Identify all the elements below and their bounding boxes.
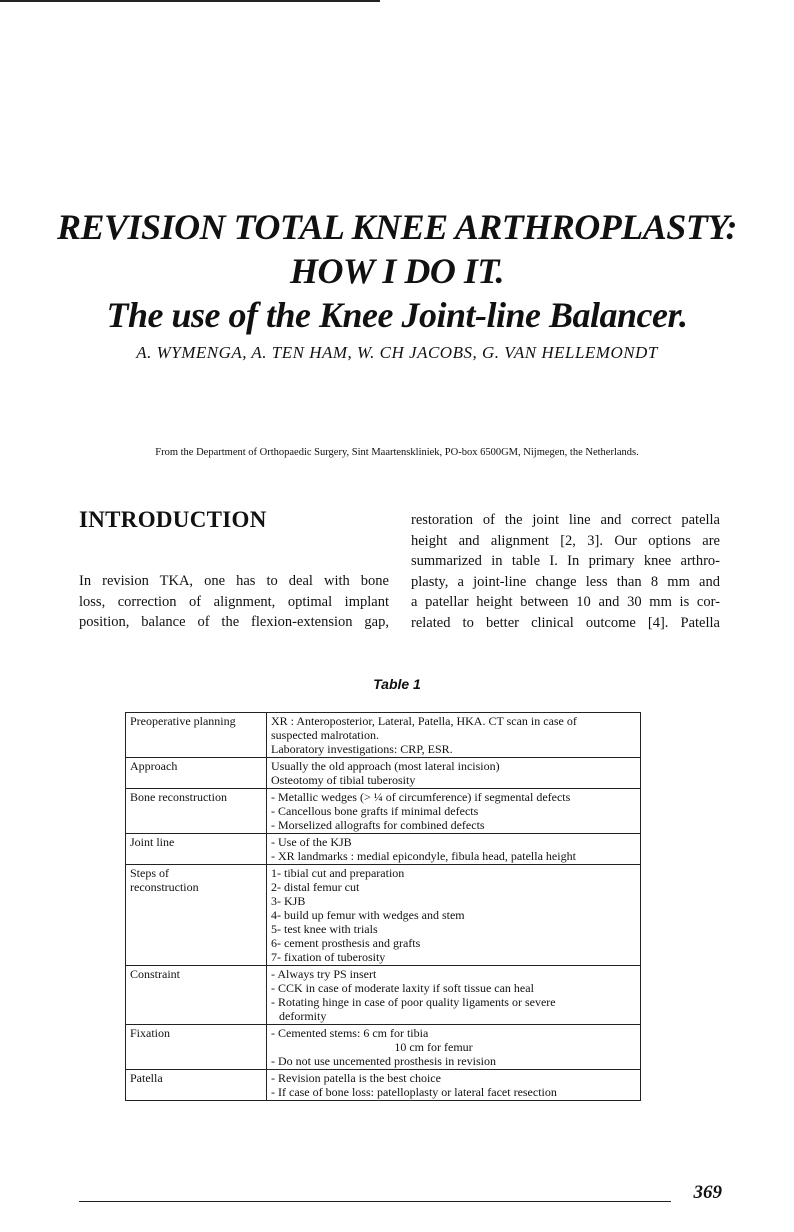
row-label-cell — [126, 758, 267, 789]
row-label-cell — [126, 865, 267, 966]
right-column-text — [411, 510, 720, 633]
row-content-cell — [267, 1025, 641, 1070]
left-column-text — [79, 571, 389, 633]
row-label-cell — [126, 713, 267, 758]
cell-text-line: 2- distal femur cut — [271, 880, 360, 894]
paper-title-line-1: REVISION TOTAL KNEE ARTHROPLASTY: — [57, 207, 737, 247]
cell-text-line: - Use of the KJB — [271, 835, 352, 849]
table-row — [126, 789, 641, 834]
table-row — [126, 713, 641, 758]
page-number: 369 — [693, 1182, 722, 1203]
text-line: height and alignment [2, 3]. Our options are — [411, 532, 720, 549]
row-content-cell — [267, 865, 641, 966]
row-content-cell — [267, 966, 641, 1025]
cell-text-line: 7- fixation of tuberosity — [271, 950, 386, 964]
cell-text-line: - Metallic wedges (> ¼ of circumference) if segmental defects — [271, 790, 571, 804]
title-block — [40, 205, 754, 363]
row-label-cell — [126, 966, 267, 1025]
paper-title-line-2: HOW I DO IT. — [289, 251, 505, 291]
cell-text-line: XR : Anteroposterior, Lateral, Patella, HKA. CT scan in case of — [271, 714, 577, 728]
text-line: related to better clinical outcome [4]. Patella — [411, 614, 720, 631]
table-row — [126, 1070, 641, 1101]
text-line: In revision TKA, one has to deal with bone — [79, 573, 389, 589]
cell-text-line: - Cancellous bone grafts if minimal defects — [271, 804, 479, 818]
cell-text-line: Osteotomy of tibial tuberosity — [271, 773, 416, 787]
row-label-cell — [126, 789, 267, 834]
row-label: Patella — [130, 1071, 163, 1085]
table-row — [126, 834, 641, 865]
row-label-cell — [126, 834, 267, 865]
cell-text-line: - Morselized allografts for combined defects — [271, 818, 485, 832]
cell-text-line: - Do not use uncemented prosthesis in revision — [271, 1054, 496, 1068]
row-content-cell — [267, 834, 641, 865]
row-label: Approach — [130, 759, 178, 773]
table-row — [126, 758, 641, 789]
text-line: restoration of the joint line and correct patella — [411, 512, 720, 528]
top-rule — [0, 0, 380, 2]
row-label: Bone reconstruction — [130, 790, 227, 804]
cell-text-line: 1- tibial cut and preparation — [271, 866, 405, 880]
affiliation: From the Department of Orthopaedic Surgery, Sint Maartenskliniek, PO-box 6500GM, Nijmegen, the Netherlands. — [155, 447, 639, 458]
cell-text-line: - Always try PS insert — [271, 967, 377, 981]
cell-text-line: deformity — [279, 1009, 327, 1023]
row-content-cell — [267, 789, 641, 834]
cell-text-line: suspected malrotation. — [271, 728, 379, 742]
cell-text-line: 5- test knee with trials — [271, 922, 378, 936]
cell-text-line: - Rotating hinge in case of poor quality ligaments or severe — [271, 995, 556, 1009]
text-line: loss, correction of alignment, optimal implant — [79, 593, 389, 610]
table-1 — [125, 712, 641, 1101]
cell-text-line: - Cemented stems: 6 cm for tibia — [271, 1026, 429, 1040]
row-label: Joint line — [130, 835, 175, 849]
cell-text-line: 3- KJB — [271, 894, 306, 908]
cell-text-line: - Revision patella is the best choice — [271, 1071, 441, 1085]
cell-text-line: 4- build up femur with wedges and stem — [271, 908, 465, 922]
row-label: Constraint — [130, 967, 180, 981]
cell-text-line: Laboratory investigations: CRP, ESR. — [271, 742, 453, 756]
cell-text-line: Usually the old approach (most lateral incision) — [271, 759, 500, 773]
footer-rule — [79, 1201, 671, 1202]
row-content-cell — [267, 758, 641, 789]
section-heading-introduction: INTRODUCTION — [79, 507, 267, 532]
text-line: position, balance of the flexion-extension gap, — [79, 614, 389, 630]
row-label: Steps of — [130, 866, 169, 880]
cell-text-line: - CCK in case of moderate laxity if soft tissue can heal — [271, 981, 534, 995]
row-label-cell — [126, 1070, 267, 1101]
cell-text-line: 10 cm for femur — [394, 1040, 473, 1054]
table-row — [126, 1025, 641, 1070]
row-label: Fixation — [130, 1026, 171, 1040]
table-caption: Table 1 — [373, 676, 421, 692]
author-list: A. WYMENGA, A. TEN HAM, W. CH JACOBS, G. VAN HELLEMONDT — [136, 343, 658, 362]
cell-text-line: - XR landmarks : medial epicondyle, fibula head, patella height — [271, 849, 576, 863]
row-label: Preoperative planning — [130, 714, 236, 728]
row-label: reconstruction — [130, 880, 199, 894]
table-row — [126, 966, 641, 1025]
paper-subtitle: The use of the Knee Joint-line Balancer. — [106, 295, 688, 335]
cell-text-line: - If case of bone loss: patelloplasty or lateral facet resection — [271, 1085, 557, 1099]
row-content-cell — [267, 1070, 641, 1101]
row-content-cell — [267, 713, 641, 758]
revision-options-table — [125, 712, 641, 1101]
row-label-cell — [126, 1025, 267, 1070]
cell-text-line: 6- cement prosthesis and grafts — [271, 936, 421, 950]
table-row — [126, 865, 641, 966]
text-line: a patellar height between 10 and 30 mm is cor- — [411, 594, 720, 610]
text-line: summarized in table I. In primary knee arthro- — [411, 553, 720, 569]
text-line: plasty, a joint-line change less than 8 mm and — [411, 573, 720, 590]
